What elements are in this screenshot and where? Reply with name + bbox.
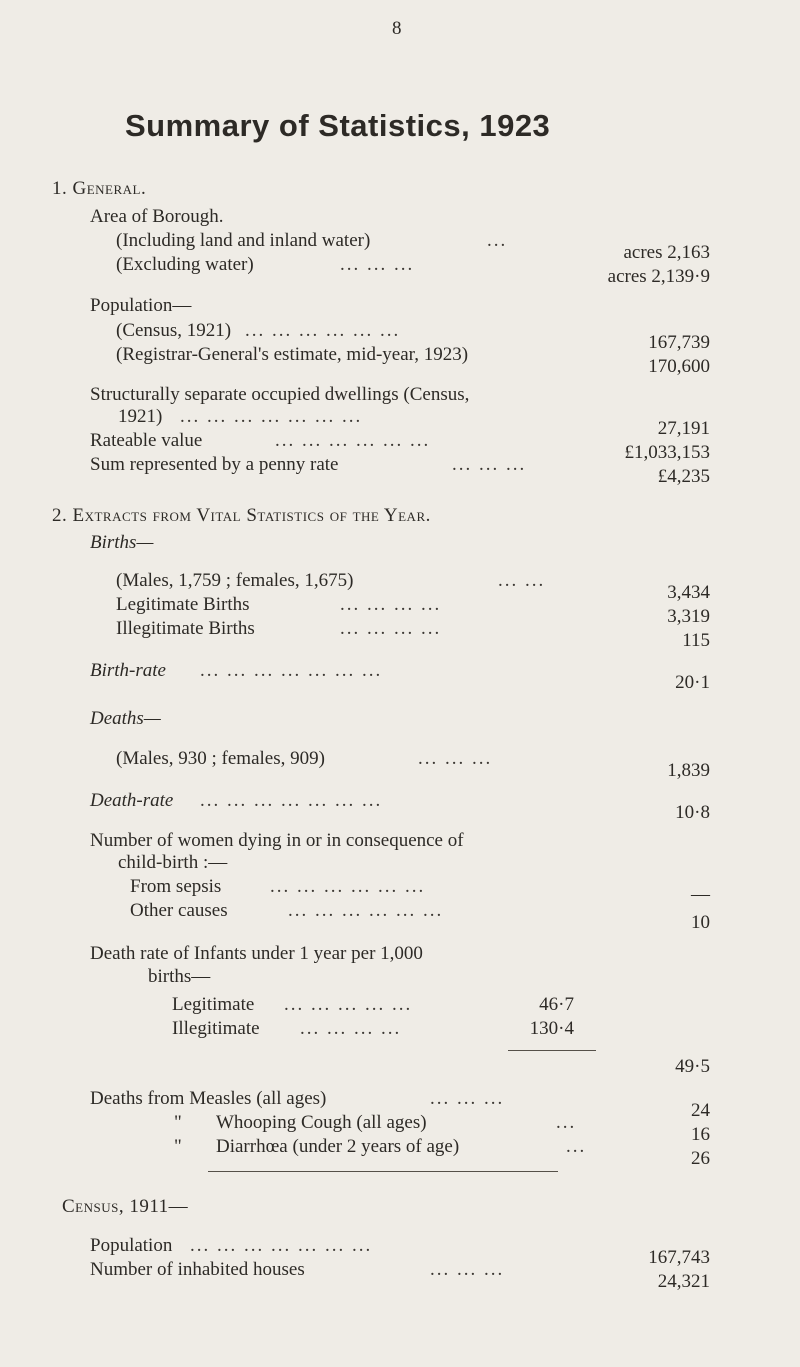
census-1921-label: (Census, 1921) (116, 320, 232, 341)
illegit-births-label: Illegitimate Births (116, 618, 255, 639)
other-causes-value: 10 (691, 912, 710, 933)
census-1911-heading: Census, 1911— (62, 1196, 189, 1217)
diarrhoea-value: 26 (691, 1148, 710, 1169)
diarrhoea-label: Diarrhœa (under 2 years of age) (216, 1136, 460, 1157)
leader-dots: ... ... ... ... ... ... (275, 430, 431, 451)
rateable-value: £1,033,153 (624, 442, 710, 463)
death-rate-value: 10·8 (675, 802, 710, 823)
leader-dots: ... ... ... ... (300, 1018, 402, 1039)
dwellings-value: 27,191 (657, 418, 710, 439)
leader-dots: ... ... ... (430, 1259, 505, 1280)
leader-dots: ... ... ... ... ... ... ... (180, 406, 363, 427)
penny-rate-value: £4,235 (657, 466, 710, 487)
leader-dots: ... ... ... ... (340, 594, 442, 615)
area-label: Area of Borough. (90, 206, 224, 227)
measles-label: Deaths from Measles (all ages) (90, 1088, 327, 1109)
leader-dots: ... ... ... ... (340, 618, 442, 639)
dwellings-label: Structurally separate occupied dwellings (Census, (90, 384, 470, 405)
whooping-cough-value: 16 (691, 1124, 710, 1145)
rateable-label: Rateable value (90, 430, 203, 451)
birth-rate-label: Birth-rate (90, 660, 166, 681)
leader-dots: ... ... ... (452, 454, 527, 475)
area-excl-label: (Excluding water) (116, 254, 254, 275)
area-incl-label: (Including land and inland water) (116, 230, 371, 251)
estimate-label: (Registrar-General's estimate, mid-year, 1923) (116, 344, 469, 365)
births-total-value: 3,434 (667, 582, 710, 603)
births-total-label: (Males, 1,759 ; females, 1,675) (116, 570, 354, 591)
leader-dots: ... ... ... ... ... ... (245, 320, 401, 341)
deaths-total-label: (Males, 930 ; females, 909) (116, 748, 325, 769)
sepsis-value: — (691, 884, 710, 905)
infant-illegit-label: Illegitimate (172, 1018, 260, 1039)
infant-illegit-value: 130·4 (529, 1018, 574, 1039)
inhabited-houses-label: Number of inhabited houses (90, 1259, 305, 1280)
infant-rate-label-cont: births— (148, 966, 211, 987)
dwellings-label-cont: 1921) (118, 406, 163, 427)
legit-births-value: 3,319 (667, 606, 710, 627)
birth-rate-value: 20·1 (675, 672, 710, 693)
census-1911-population-value: 167,743 (648, 1247, 710, 1268)
ditto-mark: " (174, 1112, 182, 1133)
infant-rate-total-value: 49·5 (675, 1056, 710, 1077)
leader-dots: ... (556, 1112, 577, 1133)
leader-dots: ... ... ... ... ... ... ... (190, 1235, 373, 1256)
whooping-cough-label: Whooping Cough (all ages) (216, 1112, 427, 1133)
inhabited-houses-value: 24,321 (657, 1271, 710, 1292)
deaths-total-value: 1,839 (667, 760, 710, 781)
leader-dots: ... ... ... ... ... ... (270, 876, 426, 897)
other-causes-label: Other causes (130, 900, 228, 921)
measles-value: 24 (691, 1100, 710, 1121)
births-label: Births— (90, 532, 154, 553)
infant-legit-label: Legitimate (172, 994, 255, 1015)
leader-dots: ... ... ... ... ... ... (288, 900, 444, 921)
sepsis-label: From sepsis (130, 876, 222, 897)
census-1921-value: 167,739 (648, 332, 710, 353)
page-title: Summary of Statistics, 1923 (125, 108, 551, 143)
page-number: 8 (392, 18, 402, 39)
leader-dots: ... ... ... (418, 748, 493, 769)
deaths-label: Deaths— (90, 708, 161, 729)
leader-dots: ... (487, 230, 508, 251)
infant-legit-value: 46·7 (539, 994, 574, 1015)
legit-births-label: Legitimate Births (116, 594, 250, 615)
leader-dots: ... ... ... ... ... ... ... (200, 660, 383, 681)
estimate-value: 170,600 (648, 356, 710, 377)
leader-dots: ... ... ... ... ... ... ... (200, 790, 383, 811)
section-general-heading: 1. General. (52, 178, 147, 199)
area-excl-value: acres 2,139·9 (607, 266, 710, 287)
section-vital-heading: 2. Extracts from Vital Statistics of the Year. (52, 505, 431, 526)
death-rate-label: Death-rate (90, 790, 174, 811)
childbirth-label: Number of women dying in or in consequence of (90, 830, 464, 851)
leader-dots: ... ... (498, 570, 546, 591)
infant-rate-label: Death rate of Infants under 1 year per 1,000 (90, 943, 423, 964)
penny-rate-label: Sum represented by a penny rate (90, 454, 339, 475)
population-label: Population— (90, 295, 192, 316)
leader-dots: ... (566, 1136, 587, 1157)
leader-dots: ... ... ... (340, 254, 415, 275)
leader-dots: ... ... ... (430, 1088, 505, 1109)
section-divider (208, 1171, 558, 1172)
childbirth-label-cont: child-birth :— (118, 852, 228, 873)
ditto-mark: " (174, 1136, 182, 1157)
illegit-births-value: 115 (682, 630, 710, 651)
leader-dots: ... ... ... ... ... (284, 994, 413, 1015)
census-1911-population-label: Population (90, 1235, 173, 1256)
subtotal-rule (508, 1050, 596, 1051)
area-incl-value: acres 2,163 (623, 242, 710, 263)
